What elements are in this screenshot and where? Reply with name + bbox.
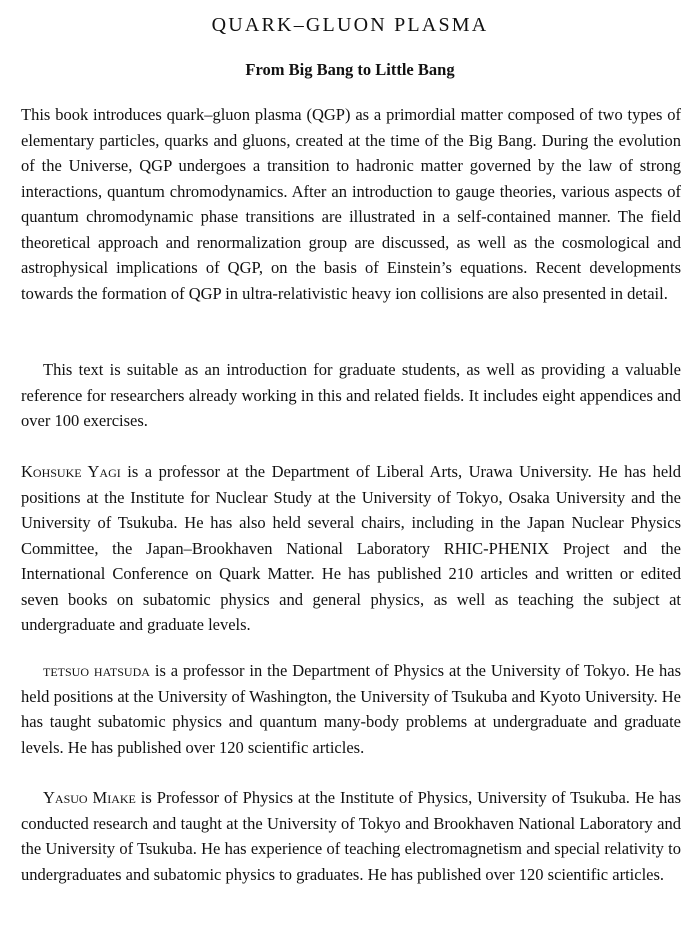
author-bio-text-1: is a professor at the Department of Liberal Arts, Urawa University. He has held positions at the Institute for Nuclear Study at the University of Tokyo, Osaka University and the University of Tsukuba. He has also held several chairs, including in the Japan Nuclear Physics Committee, the Japan–Brookhaven National Laboratory RHIC-PHENIX Project and the International Conference on Quark Matter. He has published 210 articles and written or edited seven books on subatomic physics and general physics, as well as teaching the subject at undergraduate and graduate levels. [21, 462, 681, 634]
author-name-1: Kohsuke Yagi [21, 462, 121, 481]
author-name-3: Yasuo Miake [43, 788, 136, 807]
description-paragraph-1: This book introduces quark–gluon plasma (QGP) as a primordial matter composed of two types of elementary particles, quarks and gluons, created at the time of the Big Bang. During the evolution of the Universe, QGP undergoes a transition to hadronic matter governed by the law of strong interactions, quantum chromodynamics. After an introduction to gauge theories, various aspects of quantum chromodynamic phase transitions are illustrated in a self-contained manner. The field theoretical approach and renormalization group are discussed, as well as the cosmological and astrophysical implications of QGP, on the basis of Einstein’s equations. Recent developments towards the formation of QGP in ultra-relativistic heavy ion collisions are also presented in detail. [21, 105, 681, 303]
author-bio-3 [21, 785, 681, 887]
author-bio-text-3: is Professor of Physics at the Institute of Physics, University of Tsukuba. He has conducted research and taught at the University of Tokyo and Brookhaven National Laboratory and the University of Tsukuba. He has experience of teaching electromagnetism and special relativity to undergraduates and subatomic physics to graduates. He has published over 120 scientific articles. [21, 788, 682, 884]
description-paragraph-2: This text is suitable as an introduction for graduate students, as well as providing a valuable reference for researchers already working in this and related fields. It includes eight appendices and over 100 exercises. [21, 360, 681, 430]
book-title: QUARK–GLUON PLASMA [211, 14, 489, 36]
author-bio-1 [21, 459, 681, 638]
author-name-2: tetsuo hatsuda [43, 661, 150, 680]
author-bio-text-2: is a professor in the Department of Physics at the University of Tokyo. He has held positions at the University of Washington, the University of Tsukuba and Kyoto University. He has taught subatomic physics and quantum many-body problems at undergraduate and graduate levels. He has published over 120 scientific articles. [21, 661, 682, 757]
book-subtitle: From Big Bang to Little Bang [245, 60, 455, 79]
author-bio-2 [21, 658, 681, 760]
